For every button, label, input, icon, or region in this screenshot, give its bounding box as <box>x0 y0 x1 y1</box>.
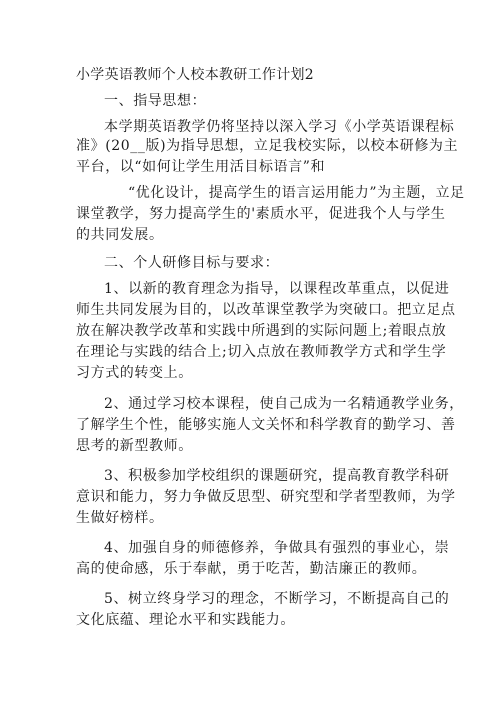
paragraph-line: 课堂教学，努力提高学生的'素质水平，促进我个人与学生 <box>76 206 446 222</box>
list-item-line: 思考的新型教师。 <box>76 438 193 454</box>
list-item-line: 3、积极参加学校组织的课题研究，提高教育教学科研 <box>104 468 450 484</box>
list-item-line: 高的使命感，乐于奉献，勇于吃苦，勤洁廉正的教师。 <box>76 561 427 577</box>
paragraph-line: 平台，以“如何让学生用活目标语言”和 <box>76 159 326 175</box>
list-item-line: 5、树立终身学习的理念，不断学习，不断提高自己的 <box>104 591 450 607</box>
list-item-line: 在理论与实践的结合上;切入点放在教师教学方式和学生学 <box>76 344 447 360</box>
paragraph-line: “优化设计，提高学生的语言运用能力”为主题，立足 <box>128 185 465 201</box>
list-item-line: 生做好榜样。 <box>76 510 164 526</box>
list-item-line: 放在解决教学改革和实践中所遇到的实际问题上;着眼点放 <box>76 323 447 339</box>
list-item-line: 文化底蕴、理论水平和实践能力。 <box>76 612 295 628</box>
section-heading-guiding-thought: 一、指导思想： <box>104 93 207 109</box>
list-item-line: 了解学生个性，能够实施人文关怀和科学教育的勤学习、善 <box>76 417 456 433</box>
document-title: 小学英语教师个人校本教研工作计划2 <box>76 67 315 83</box>
list-item-line: 2、通过学习校本课程，使自己成为一名精通教学业务， <box>104 396 464 412</box>
list-item-line: 习方式的转变上。 <box>76 365 193 381</box>
paragraph-line: 本学期英语教学仍将坚持以深入学习《小学英语课程标 <box>104 119 455 135</box>
paragraph-line: 准》(20__版)为指导思想，立足我校实际，以校本研修为主 <box>76 138 459 154</box>
list-item-line: 4、加强自身的师德修养，争做具有强烈的事业心，崇 <box>104 540 450 556</box>
section-heading-research-goals: 二、个人研修目标与要求： <box>104 255 280 271</box>
list-item-line: 师生共同发展为目的，以改革课堂教学为突破口。把立足点 <box>76 302 456 318</box>
paragraph-line: 的共同发展。 <box>76 227 164 243</box>
list-item-line: 意识和能力，努力争做反思型、研究型和学者型教师，为学 <box>76 489 456 505</box>
list-item-line: 1、以新的教育理念为指导，以课程改革重点，以促进 <box>104 281 450 297</box>
